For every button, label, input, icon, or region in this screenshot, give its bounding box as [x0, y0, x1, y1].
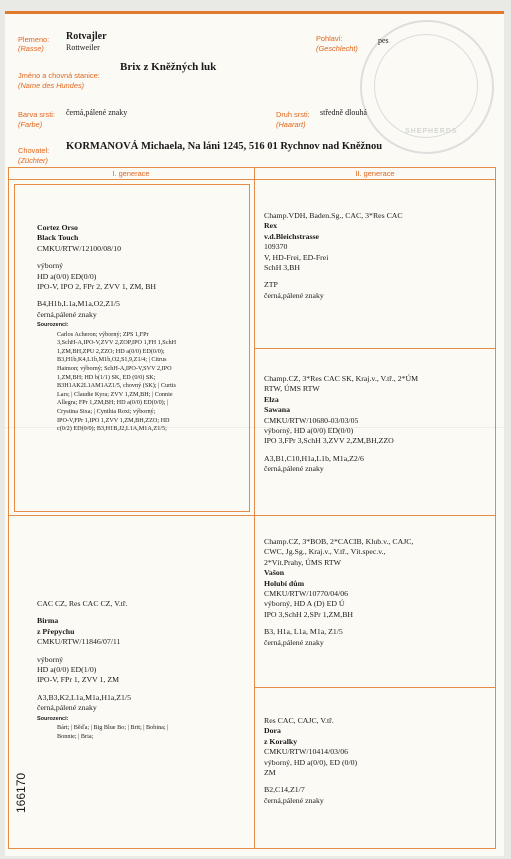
sibling-line: 3,SchH-A,IPO-V,ZVV 2,ZOP,IPO 1,FH 1,SchH	[57, 339, 177, 347]
sire-kennel: Black Touch	[37, 233, 79, 243]
dam-siblings	[37, 724, 251, 741]
sibling-line: 1,ZM,BH,ZPU 2,ZZO; HD a(0/0) ED(0/0);	[57, 347, 165, 355]
sire-block	[37, 223, 251, 434]
sibling-line: Lars; | Claudie Kyra; ZVV 1,ZM,BH; | Connie	[57, 390, 173, 398]
sibling-line: Haimon; výborný; SchH-A,IPO-V,SVV 2,IPO	[57, 365, 172, 373]
breed-cz: Rotvajler	[66, 31, 107, 42]
dam-dam-name: Dora	[264, 726, 281, 736]
sire-dam-titles: Champ.CZ, 3*Res CAC SK, Kraj.v., V.tř., 2*ÚM	[264, 374, 419, 383]
sire-dam-exams: IPO 3,FPr 3,SchH 3,ZVV 2,ZM,BH,ZZO	[264, 436, 394, 446]
parent-row-divider	[8, 515, 496, 516]
sire-name: Cortez Orso	[37, 223, 78, 232]
sire-dam-kennel: Sawana	[264, 405, 290, 415]
dam-teeth: A3,B3,K2,L1a,M1a,H1a,Z1/5	[37, 692, 131, 702]
haarart-label: (Haarart)	[276, 120, 306, 129]
druh-label: Druh srsti:	[276, 110, 310, 119]
sire-sire-name: Rex	[264, 221, 277, 231]
sire-color: černá,pálené znaky	[37, 309, 97, 319]
dog-name: Brix z Kněžných luk	[120, 61, 217, 73]
geschlecht-label: (Geschlecht)	[316, 44, 358, 53]
serial-number: 166170	[14, 772, 28, 813]
dam-sire-registration: CMKU/RTW/10770/04/06	[264, 589, 348, 599]
dam-dam-teeth: B2,C14,Z1/7	[264, 785, 305, 795]
dam-sire-teeth: B3, H1a, L1a, M1a, Z1/5	[264, 627, 343, 637]
dam-sire-name: Vašon	[264, 568, 285, 578]
sire-dam-name: Elza	[264, 394, 279, 404]
dam-block	[37, 599, 251, 741]
sire-siblings	[37, 331, 251, 434]
dam-titles: CAC CZ, Res CAC CZ, V.tř.	[37, 599, 128, 608]
sire-dam-color: černá,pálené znaky	[264, 464, 324, 474]
color-value: černá,pálené znaky	[66, 108, 128, 117]
table-top-border	[8, 167, 496, 168]
sire-teeth: B4,H1b,L1a,M1a,O2,Z1/5	[37, 299, 120, 309]
dam-dam-block	[264, 716, 492, 806]
sibling-line: Bonnie; | Bria;	[57, 732, 94, 740]
sibling-line: Bárt; | Běďa; | Big Blue Bo; | Brit; | Bobina; |	[57, 724, 169, 732]
coat-value: středně dlouhá	[320, 108, 367, 117]
sire-dam-teeth: A3,B1,C10,H1a,L1b, M1a,Z2/6	[264, 453, 364, 463]
dam-rating: výborný	[37, 654, 63, 664]
sibling-line: Crystina Sixa; | Cynthia Roxi; výborný;	[57, 408, 156, 415]
farbe-label: (Farbe)	[18, 120, 43, 129]
name-label: (Name des Hundes)	[18, 81, 85, 90]
pohlavi-label: Pohlaví:	[316, 34, 343, 43]
generation-divider	[254, 167, 255, 848]
sire-dam-block	[264, 374, 492, 475]
dam-sire-color: černá,pálené znaky	[264, 637, 324, 647]
breeder-value: KORMANOVÁ Michaela, Na láni 1245, 516 01 Rychnov nad Kněžnou	[66, 141, 383, 152]
dam-sire-exams: IPO 3,SchH 2,SPr 1,ZM,BH	[264, 609, 354, 619]
dam-sire-kennel: Holubí dům	[264, 578, 305, 588]
stamp-text: SHEPHERDS	[405, 128, 458, 135]
sire-sire-health: V, HD-Frei, ED-Frei	[264, 252, 329, 262]
sibling-line: c(0/2) ED(0/0); B3,H1B,J2,L1A,M1A,Z1/5;	[57, 425, 167, 433]
sibling-line: Carlos Acheron; výborný; ZPS 1,FPr	[57, 330, 149, 338]
dam-dam-exams: ZM	[264, 768, 276, 778]
sex-value: pes	[378, 36, 389, 45]
jmeno-label: Jméno a chovná stanice:	[18, 71, 100, 80]
sire-registration: CMKU/RTW/12100/08/10	[37, 243, 121, 253]
dam-sire-health: výborný, HD A (D) ED Ú	[264, 599, 345, 609]
sire-sire-titles: Champ.VDH, Baden.Sg., CAC, 3*Res CAC	[264, 211, 403, 220]
sire-sire-registration: 109370	[264, 242, 288, 252]
dam-exams: IPO-V, FPr 1, ZVV 1, ZM	[37, 675, 120, 685]
sibling-line: 1,ZM,BH; HD b(1/1) SK, ED (0/0) SK;	[57, 373, 156, 381]
barva-label: Barva srsti:	[18, 110, 55, 119]
dam-dam-titles: Res CAC, CAJC, V.tř.	[264, 716, 334, 725]
dam-registration: CMKU/RTW/11846/07/11	[37, 637, 121, 647]
sire-health: HD a(0/0) ED(0/0)	[37, 271, 97, 281]
rasse-label: (Rasse)	[18, 44, 44, 53]
dam-sire-titles-3: 2*Vít.Prahy, ÚMS RTW	[264, 557, 341, 567]
dam-sire-titles: Champ.CZ, 3*BOB, 2*CACIB, Klub.v., CAJC,	[264, 537, 414, 546]
grandparent-divider-1	[254, 348, 496, 349]
sire-rating: výborný	[37, 261, 63, 271]
sire-sire-color: černá,pálené znaky	[264, 290, 324, 300]
sibling-line: B3,H1b,K4,L1b,M1b,O2,S1,9,Z1/4; | Citrus	[57, 356, 167, 364]
dam-sire-block	[264, 537, 492, 648]
table-bottom-border	[8, 848, 496, 849]
dam-dam-color: černá,pálené znaky	[264, 795, 324, 805]
sire-dam-registration: CMKU/RTW/10680-03/03/05	[264, 415, 359, 425]
plemeno-label: Plemeno:	[18, 35, 50, 44]
generation-header-border	[8, 179, 496, 180]
sibling-line: B3H1AK2L1AM1AZ1/5, chovný (SK); | Curtis	[57, 382, 176, 390]
fold-line	[5, 427, 504, 428]
table-left-border	[8, 167, 9, 848]
sire-sire-exams: SchH 3,BH	[264, 263, 300, 273]
dam-sire-titles-2: CWC, Jg.Sg., Kraj.v., V.tř., Vít.spec.v.,	[264, 547, 386, 557]
dam-name: Birma	[37, 616, 59, 626]
sire-sire-block	[264, 211, 492, 301]
table-right-border	[495, 167, 496, 848]
sire-sire-ztp: ZTP	[264, 280, 278, 290]
dam-health: HD a(0/0) ED(1/0)	[37, 665, 97, 675]
sire-dam-titles-2: RTW, ÚMS RTW	[264, 384, 320, 394]
sire-exams: IPO-V, IPO 2, FPr 2, ZVV 1, ZM, BH	[37, 282, 157, 292]
sibling-line: IPO-V,FPr 1,IPO 1,ZVV 1,ZM,BH,ZZO; HD	[57, 416, 170, 424]
chovatel-label: Chovatel:	[18, 146, 50, 155]
second-generation-header: II. generace	[355, 169, 395, 178]
dam-dam-health: výborný, HD a(0/0), ED (0/0)	[264, 757, 358, 767]
zuchter-label: (Züchter)	[18, 156, 48, 165]
sire-box-bottom	[14, 511, 250, 512]
sibling-line: Allegra; FPr 1,ZM,BH; HD a(0/0) ED(0/0); |	[57, 399, 169, 407]
sire-sire-kennel: v.d.Bleichstrasse	[264, 231, 320, 241]
dam-dam-kennel: z Koralky	[264, 736, 298, 746]
sire-siblings-label: Sourozenci:	[37, 322, 69, 329]
grandparent-divider-2	[254, 687, 496, 688]
sire-box-top	[14, 184, 250, 185]
sire-box-left	[14, 184, 15, 511]
breed-de: Rottweiler	[66, 43, 100, 52]
dam-color: černá,pálené znaky	[37, 703, 97, 713]
dam-siblings-label: Sourozenci:	[37, 715, 69, 722]
dam-dam-registration: CMKU/RTW/10414/03/06	[264, 747, 348, 757]
club-stamp-inner-ring	[374, 34, 478, 138]
first-generation-header: I. generace	[112, 169, 150, 178]
sire-dam-health: výborný, HD a(0/0) ED(0/0)	[264, 426, 354, 436]
dam-kennel: z Přepychu	[37, 626, 75, 636]
